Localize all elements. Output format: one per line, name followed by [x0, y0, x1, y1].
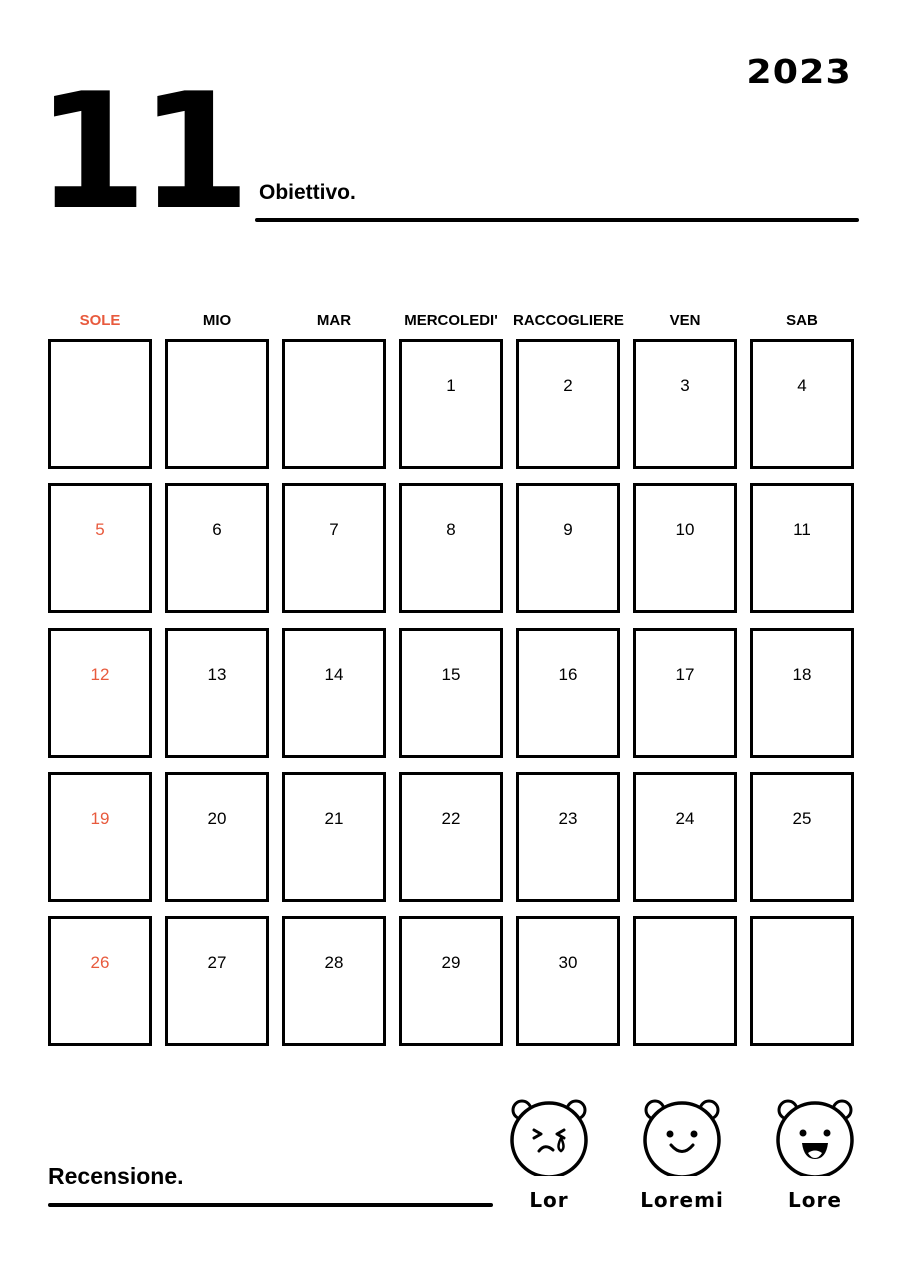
day-number: 9 [563, 520, 573, 539]
day-number: 11 [793, 520, 811, 539]
goal-label: Obiettivo. [259, 181, 356, 204]
day-cell[interactable] [750, 339, 854, 469]
day-number: 1 [446, 376, 456, 395]
day-cell[interactable] [165, 628, 269, 758]
day-cell[interactable] [633, 628, 737, 758]
day-cell[interactable] [165, 772, 269, 902]
day-cell[interactable] [516, 628, 620, 758]
smiling-bear-icon [640, 1096, 724, 1176]
day-cell[interactable] [750, 772, 854, 902]
mood-label: Lore [788, 1188, 842, 1212]
day-number: 4 [797, 376, 807, 395]
day-number: 10 [675, 520, 695, 539]
mood-option-neutral[interactable] [627, 1096, 737, 1212]
goal-line[interactable] [255, 218, 859, 222]
day-cell[interactable] [633, 916, 737, 1046]
day-cell[interactable] [516, 772, 620, 902]
weekday-label: RACCOGLIERE [513, 312, 624, 329]
day-cell[interactable] [282, 772, 386, 902]
weekday-label: SOLE [79, 312, 121, 329]
weekday-label: MERCOLEDI' [404, 312, 498, 329]
day-cell[interactable] [750, 916, 854, 1046]
year: 2023 [746, 52, 852, 91]
day-number: 7 [329, 520, 339, 539]
day-number: 24 [675, 809, 695, 828]
day-number: 8 [446, 520, 456, 539]
day-number: 27 [207, 953, 227, 972]
day-cell[interactable] [165, 339, 269, 469]
mood-option-sad[interactable] [494, 1096, 604, 1212]
day-cell[interactable] [750, 483, 854, 613]
day-cell[interactable] [633, 483, 737, 613]
mood-label: Lor [529, 1188, 569, 1212]
month-number: 11 [36, 58, 243, 245]
day-cell[interactable] [48, 628, 152, 758]
day-cell[interactable] [282, 628, 386, 758]
day-cell[interactable] [516, 916, 620, 1046]
day-cell[interactable] [633, 772, 737, 902]
day-cell[interactable] [399, 628, 503, 758]
day-cell[interactable] [48, 772, 152, 902]
day-cell[interactable] [165, 483, 269, 613]
day-cell[interactable] [399, 339, 503, 469]
day-number: 18 [792, 665, 812, 684]
day-number: 2 [563, 376, 573, 395]
day-number: 5 [95, 520, 105, 539]
day-cell[interactable] [48, 339, 152, 469]
day-cell[interactable] [165, 916, 269, 1046]
mood-label: Loremi [640, 1188, 724, 1212]
day-number: 21 [324, 809, 344, 828]
day-cell[interactable] [516, 483, 620, 613]
day-cell[interactable] [48, 916, 152, 1046]
day-number: 19 [90, 809, 110, 828]
weekday-label: MIO [202, 312, 232, 329]
weekday-label: SAB [786, 312, 818, 329]
day-cell[interactable] [399, 916, 503, 1046]
weekday-label: VEN [669, 312, 701, 329]
day-number: 14 [324, 665, 344, 684]
day-number: 22 [441, 809, 461, 828]
day-number: 23 [558, 809, 578, 828]
review-label: Recensione. [48, 1163, 184, 1189]
day-number: 13 [207, 665, 227, 684]
day-cell[interactable] [282, 483, 386, 613]
mood-option-happy[interactable] [760, 1096, 870, 1212]
day-cell[interactable] [399, 772, 503, 902]
day-number: 29 [441, 953, 461, 972]
day-number: 20 [207, 809, 227, 828]
day-cell[interactable] [282, 916, 386, 1046]
day-number: 3 [680, 376, 690, 395]
day-cell[interactable] [516, 339, 620, 469]
day-number: 6 [212, 520, 222, 539]
day-number: 16 [558, 665, 578, 684]
day-number: 15 [441, 665, 461, 684]
day-cell[interactable] [399, 483, 503, 613]
crying-bear-icon [507, 1096, 591, 1176]
day-number: 30 [558, 953, 578, 972]
day-cell[interactable] [633, 339, 737, 469]
day-number: 12 [90, 665, 110, 684]
day-cell[interactable] [750, 628, 854, 758]
day-number: 17 [675, 665, 695, 684]
laughing-bear-icon [773, 1096, 857, 1176]
weekday-label: MAR [316, 312, 352, 329]
day-cell[interactable] [48, 483, 152, 613]
day-number: 25 [792, 809, 812, 828]
day-cell[interactable] [282, 339, 386, 469]
day-number: 28 [324, 953, 344, 972]
day-number: 26 [90, 953, 110, 972]
review-line[interactable] [48, 1203, 493, 1207]
